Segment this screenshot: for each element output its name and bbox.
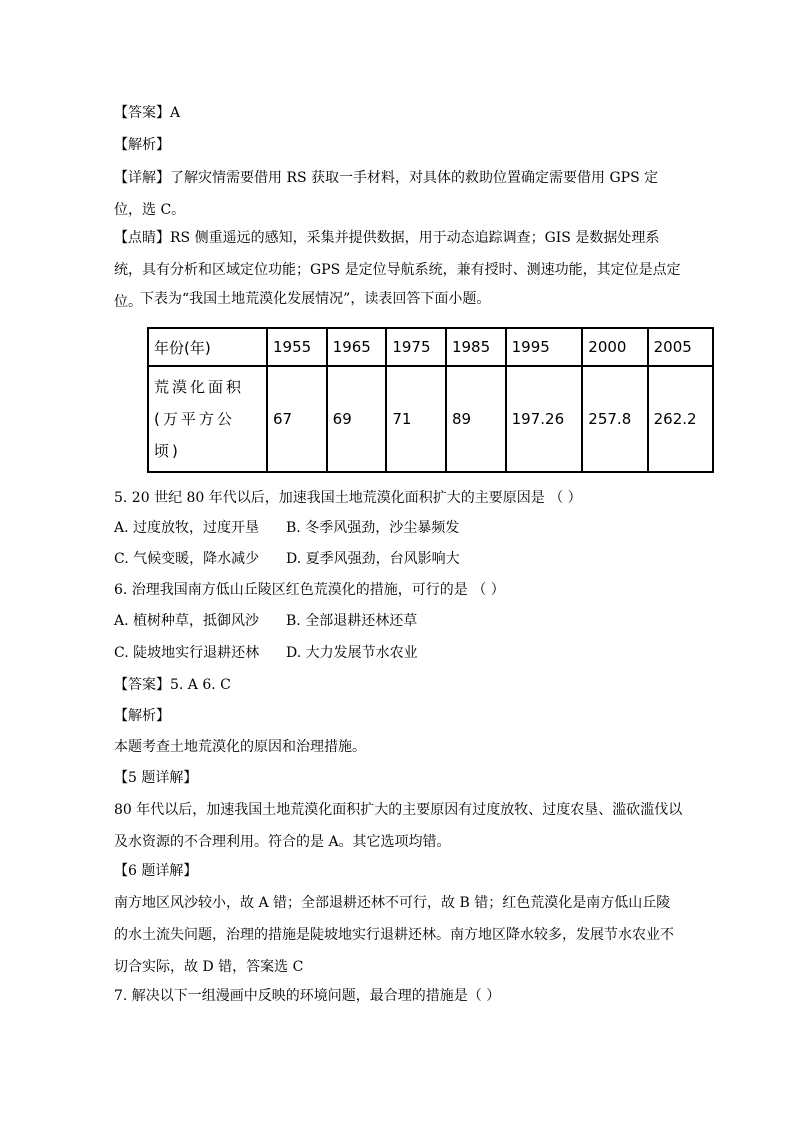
table-row-area bbox=[148, 366, 713, 472]
q5-option-d: D. 夏季风强劲，台风影响大 bbox=[286, 551, 460, 567]
area-value-cell: 257.8 bbox=[582, 366, 647, 472]
year-cell: 2005 bbox=[648, 328, 713, 366]
analysis-label-1: 【解析】 bbox=[114, 137, 170, 153]
q5-option-c: C. 气候变暖，降水减少 bbox=[114, 551, 260, 567]
desertification-table bbox=[147, 327, 714, 473]
area-value-cell: 89 bbox=[446, 366, 506, 472]
answer-line-2: 【答案】5. A 6. C bbox=[114, 677, 231, 693]
table-intro: 下表为“我国土地荒漠化发展情况”，读表回答下面小题。 bbox=[140, 291, 491, 307]
q6-option-b: B. 全部退耕还林还草 bbox=[286, 613, 418, 629]
year-cell: 1965 bbox=[327, 328, 387, 366]
area-value-cell: 69 bbox=[327, 366, 387, 472]
q6-detail-text: 南方地区风沙较小，故 A 错；全部退耕还林不可行，故 B 错；红色荒漠化是南方低山丘陵的水土流失问题，治理的措施是陡坡地实行退耕还林。南方地区降水较多，发展节水农业不切合实际，故 D 错，答案选 C bbox=[114, 895, 674, 975]
q5-option-b: B. 冬季风强劲，沙尘暴频发 bbox=[286, 520, 460, 536]
answer-line-1: 【答案】A bbox=[114, 105, 181, 121]
q6-stem: 6. 治理我国南方低山丘陵区红色荒漠化的措施，可行的是 （ ） bbox=[114, 582, 505, 598]
analysis-label-2: 【解析】 bbox=[114, 708, 170, 724]
q6-option-d: D. 大力发展节水农业 bbox=[286, 645, 418, 661]
year-cell: 1975 bbox=[386, 328, 446, 366]
q5-detail-text: 80 年代以后，加速我国土地荒漠化面积扩大的主要原因有过度放牧、过度农垦、滥砍滥伐以及水资源的不合理利用。符合的是 A。其它选项均错。 bbox=[114, 802, 683, 850]
q6-option-a: A. 植树种草，抵御风沙 bbox=[114, 613, 260, 629]
area-value-cell: 197.26 bbox=[506, 366, 583, 472]
q5-detail-title: 【5 题详解】 bbox=[114, 770, 198, 786]
area-value-cell: 262.2 bbox=[648, 366, 713, 472]
detail-paragraph: 【详解】了解灾情需要借用 RS 获取一手材料，对具体的救助位置确定需要借用 GPS 定位，选 C。 bbox=[114, 170, 659, 218]
table-row-years bbox=[148, 328, 713, 366]
year-cell: 1995 bbox=[506, 328, 583, 366]
area-value-cell: 67 bbox=[267, 366, 327, 472]
year-cell: 1985 bbox=[446, 328, 506, 366]
q6-detail-title: 【6 题详解】 bbox=[114, 863, 198, 879]
area-header-cell: 荒漠化面积(万平方公顷) bbox=[148, 366, 267, 472]
q5-option-a: A. 过度放牧，过度开垦 bbox=[114, 520, 260, 536]
area-value-cell: 71 bbox=[386, 366, 446, 472]
year-cell: 1955 bbox=[267, 328, 327, 366]
q6-option-c: C. 陡坡地实行退耕还林 bbox=[114, 645, 260, 661]
year-header-cell: 年份(年) bbox=[148, 328, 267, 366]
year-cell: 2000 bbox=[582, 328, 647, 366]
q5-stem: 5. 20 世纪 80 年代以后，加速我国土地荒漠化面积扩大的主要原因是 （ ） bbox=[114, 490, 582, 506]
q7-stem: 7. 解决以下一组漫画中反映的环境问题，最合理的措施是（ ） bbox=[114, 988, 501, 1004]
tip-paragraph: 【点睛】RS 侧重遥远的感知，采集并提供数据，用于动态追踪调查；GIS 是数据处理系统，具有分析和区域定位功能；GPS 是定位导航系统，兼有授时、测速功能，其定位是点定位。 bbox=[114, 230, 681, 310]
analysis-summary: 本题考查土地荒漠化的原因和治理措施。 bbox=[114, 739, 366, 755]
